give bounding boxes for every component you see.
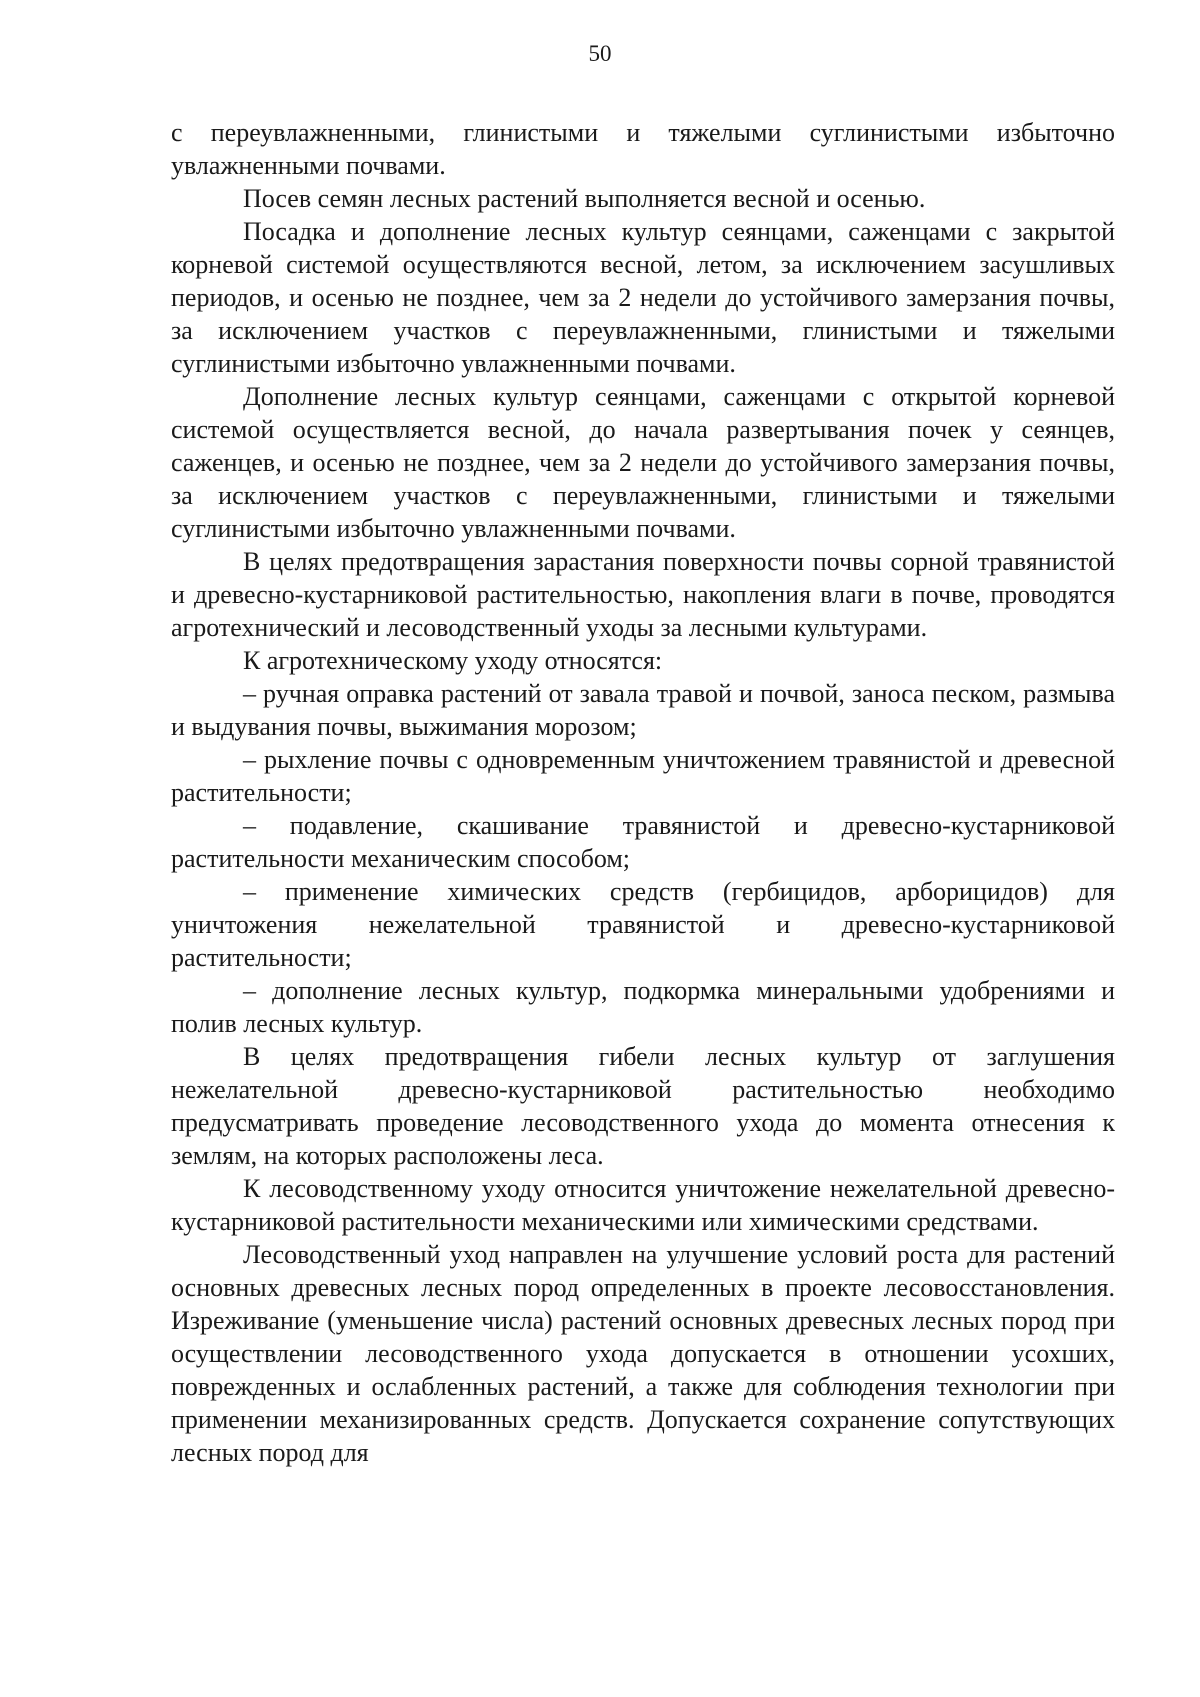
list-item-soil-loosening: – рыхление почвы с одновременным уничтожением травянистой и древесной растительности; (171, 745, 1115, 807)
paragraph-continuation: с переувлажненными, глинистыми и тяжелыми суглинистыми избыточно увлажненными почвами. (171, 118, 1115, 180)
paragraph-silvicultural-care-goal: Лесоводственный уход направлен на улучшение условий роста для растений основных древесных лесных пород определенных в проекте лесовосстановления. Изреживание (уменьшение числа) растений основных древесных лесных пород при осуществлении лесоводственного ухода допускается в отношении усохших, поврежденных и ослабленных растений, а также для соблюдения технологии при применении механизированных средств. Допускается сохранение сопутствующих лесных пород для (171, 1240, 1115, 1467)
paragraph-silvicultural-care-definition: К лесоводственному уходу относится уничтожение нежелательной древесно-кустарниковой растительности механическими или химическими средствами. (171, 1174, 1115, 1236)
document-body (171, 116, 1115, 1469)
list-item-chemical-means: – применение химических средств (гербицидов, арборицидов) для уничтожения нежелательной травянистой и древесно-кустарниковой растительности; (171, 877, 1115, 972)
list-item-manual-straightening: – ручная оправка растений от завала травой и почвой, заноса песком, размыва и выдувания почвы, выжимания морозом; (171, 679, 1115, 741)
paragraph-silvicultural-care-need: В целях предотвращения гибели лесных культур от заглушения нежелательной древесно-кустарниковой растительностью необходимо предусматривать проведение лесоводственного ухода до момента отнесения к землям, на которых расположены леса. (171, 1042, 1115, 1170)
page-number: 50 (588, 41, 612, 66)
paragraph-planting-closed-roots: Посадка и дополнение лесных культур сеянцами, саженцами с закрытой корневой системой осуществляются весной, летом, за исключением засушливых периодов, и осенью не позднее, чем за 2 недели до устойчивого замерзания почвы, за исключением участков с переувлажненными, глинистыми и тяжелыми суглинистыми избыточно увлажненными почвами. (171, 217, 1115, 378)
paragraph-agrotechnical-care-intro: К агротехническому уходу относятся: (243, 646, 663, 675)
list-item-supplement-feeding: – дополнение лесных культур, подкормка минеральными удобрениями и полив лесных культур. (171, 976, 1115, 1038)
paragraph-sowing-seasons: Посев семян лесных растений выполняется весной и осенью. (243, 184, 926, 213)
paragraph-planting-open-roots: Дополнение лесных культур сеянцами, саженцами с открытой корневой системой осуществляется весной, до начала развертывания почек у сеянцев, саженцев, и осенью не позднее, чем за 2 недели до устойчивого замерзания почвы, за исключением участков с переувлажненными, глинистыми и тяжелыми суглинистыми избыточно увлажненными почвами. (171, 382, 1115, 543)
paragraph-care-purpose: В целях предотвращения зарастания поверхности почвы сорной травянистой и древесно-кустарниковой растительностью, накопления влаги в почве, проводятся агротехнический и лесоводственный уходы за лесными культурами. (171, 547, 1115, 642)
list-item-mowing: – подавление, скашивание травянистой и древесно-кустарниковой растительности механическим способом; (171, 811, 1115, 873)
